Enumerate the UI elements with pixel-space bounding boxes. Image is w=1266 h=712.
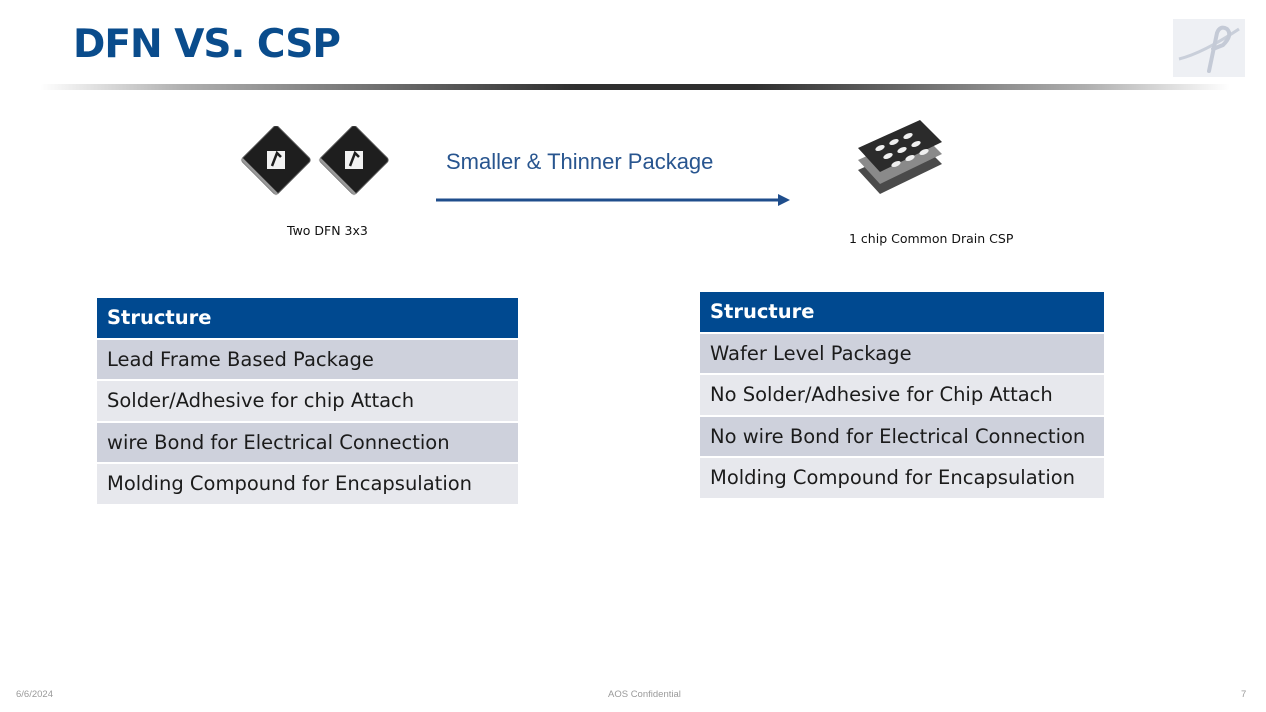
table-row: Molding Compound for Encapsulation	[700, 458, 1104, 498]
csp-chip-icon	[850, 112, 950, 204]
table-row: No wire Bond for Electrical Connection	[700, 417, 1104, 457]
csp-caption: 1 chip Common Drain CSP	[849, 231, 1014, 246]
footer-date: 6/6/2024	[16, 689, 53, 700]
dfn-chip-icon	[238, 126, 398, 196]
page-number: 7	[1241, 689, 1247, 700]
dfn-structure-table	[97, 298, 518, 506]
title-divider	[40, 84, 1230, 90]
table-row: No Solder/Adhesive for Chip Attach	[700, 375, 1104, 415]
right-arrow-icon	[434, 192, 794, 208]
dfn-table-header: Structure	[97, 298, 518, 338]
aos-logo-icon	[1173, 19, 1245, 77]
table-row: Wafer Level Package	[700, 334, 1104, 374]
arrow-label: Smaller & Thinner Package	[446, 149, 714, 174]
csp-table-header: Structure	[700, 292, 1104, 332]
table-row: Lead Frame Based Package	[97, 340, 518, 380]
page-title: DFN VS. CSP	[73, 22, 340, 67]
table-row: Molding Compound for Encapsulation	[97, 464, 518, 504]
table-row: Solder/Adhesive for chip Attach	[97, 381, 518, 421]
footer-confidential: AOS Confidential	[608, 689, 681, 700]
dfn-caption: Two DFN 3x3	[287, 223, 368, 238]
csp-structure-table	[700, 292, 1104, 500]
table-row: wire Bond for Electrical Connection	[97, 423, 518, 463]
